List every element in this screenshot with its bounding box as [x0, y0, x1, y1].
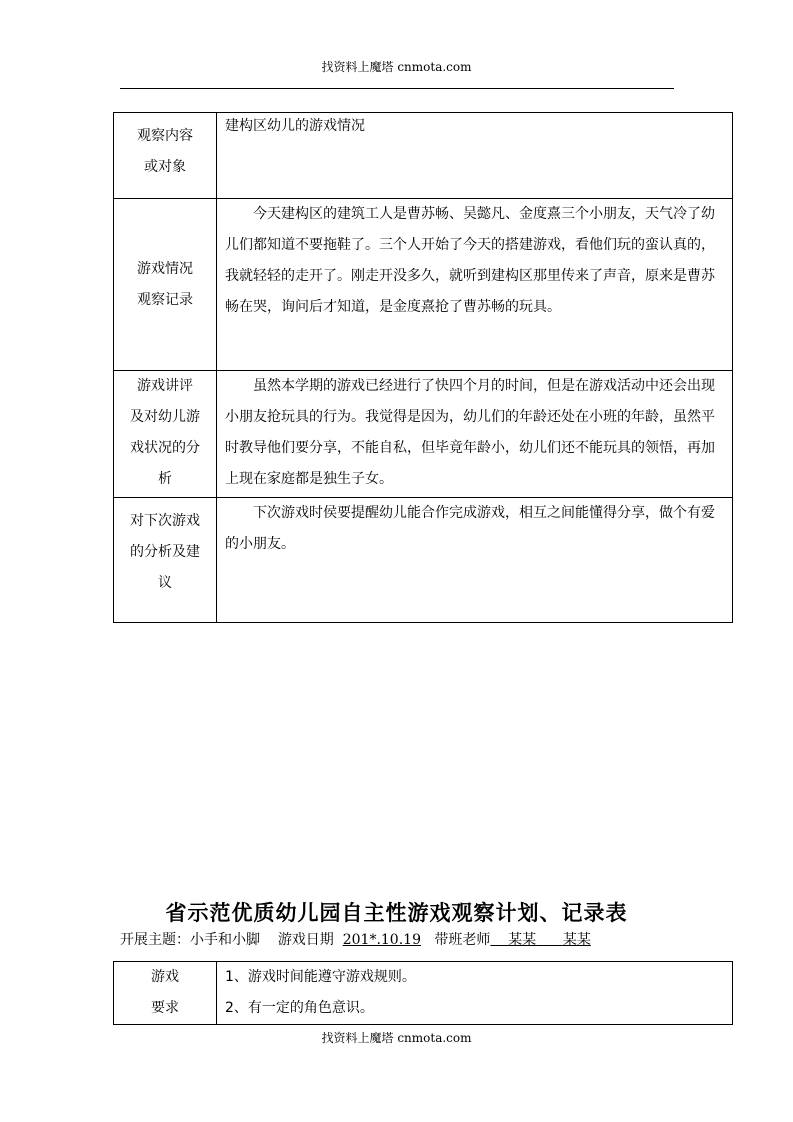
label-line: 或对象 [144, 159, 186, 175]
label-line: 及对幼儿游 [130, 409, 200, 425]
label-line: 游戏 [151, 969, 179, 985]
label-line: 游戏情况 [137, 260, 193, 277]
page-header: 找资料上魔塔 cnmota.com [321, 60, 472, 74]
row-label [114, 962, 217, 1025]
theme-label: 开展主题： [120, 932, 190, 948]
teacher-label: 带班老师 [434, 932, 491, 948]
teacher-name: 某某 [508, 932, 537, 948]
content-text: 今天建构区的建筑工人是曹苏畅、吴懿凡、金度熹三个小朋友，天气冷了幼儿们都知道不要拖鞋了。三个人开始了今天的搭建游戏，看他们玩的蛮认真的，我就轻轻的走开了。刚走开没多久，就听到建构区那里传来了声音，原来是曹苏畅在哭，询问后才知道，是金度熹抢了曹苏畅的玩具。 [225, 206, 715, 315]
requirement-item: 1、游戏时间能遵守游戏规则。 [225, 969, 416, 985]
table-row [114, 199, 733, 371]
row-content [217, 962, 733, 1025]
row-label [114, 498, 217, 623]
label-line: 要求 [151, 1000, 179, 1016]
row-content [217, 199, 733, 371]
table-row [114, 371, 733, 498]
label-line: 戏状况的分 [130, 440, 200, 456]
row-label [114, 199, 217, 371]
plan-title: 省示范优质幼儿园自主性游戏观察计划、记录表 [165, 900, 628, 925]
observation-table [113, 112, 733, 623]
table-row [114, 113, 733, 199]
row-content [217, 371, 733, 498]
teacher-name: 某某 [562, 932, 591, 948]
plan-info-line [120, 929, 591, 949]
content-text: 下次游戏时侯要提醒幼儿能合作完成游戏，相互之间能懂得分享，做个有爱的小朋友。 [225, 505, 715, 552]
date-label: 游戏日期 [277, 932, 334, 948]
label-line: 析 [158, 471, 172, 487]
label-line: 观察记录 [137, 291, 193, 308]
requirements-table [113, 961, 733, 1025]
label-line: 游戏讲评 [137, 378, 193, 394]
content-text: 建构区幼儿的游戏情况 [225, 118, 365, 134]
table-row [114, 962, 733, 1025]
table-row [114, 498, 733, 623]
date-value: 201*.10.19 [342, 932, 421, 948]
requirement-item: 2、有一定的角色意识。 [225, 1000, 374, 1016]
header-divider [120, 88, 674, 89]
row-content [217, 498, 733, 623]
label-line: 议 [158, 575, 172, 591]
content-text: 虽然本学期的游戏已经进行了快四个月的时间，但是在游戏活动中还会出现小朋友抢玩具的行为。我觉得是因为，幼儿们的年龄还处在小班的年龄，虽然平时教导他们要分享，不能自私，但毕竟年龄小，幼儿们还不能玩具的领悟，再加上现在家庭都是独生子女。 [225, 378, 715, 487]
label-line: 的分析及建 [130, 544, 200, 560]
label-line: 对下次游戏 [130, 513, 200, 529]
row-label [114, 113, 217, 199]
label-line: 观察内容 [137, 128, 193, 144]
page-footer: 找资料上魔塔 cnmota.com [321, 1031, 472, 1045]
theme-value: 小手和小脚 [190, 932, 260, 948]
row-content [217, 113, 733, 199]
row-label [114, 371, 217, 498]
